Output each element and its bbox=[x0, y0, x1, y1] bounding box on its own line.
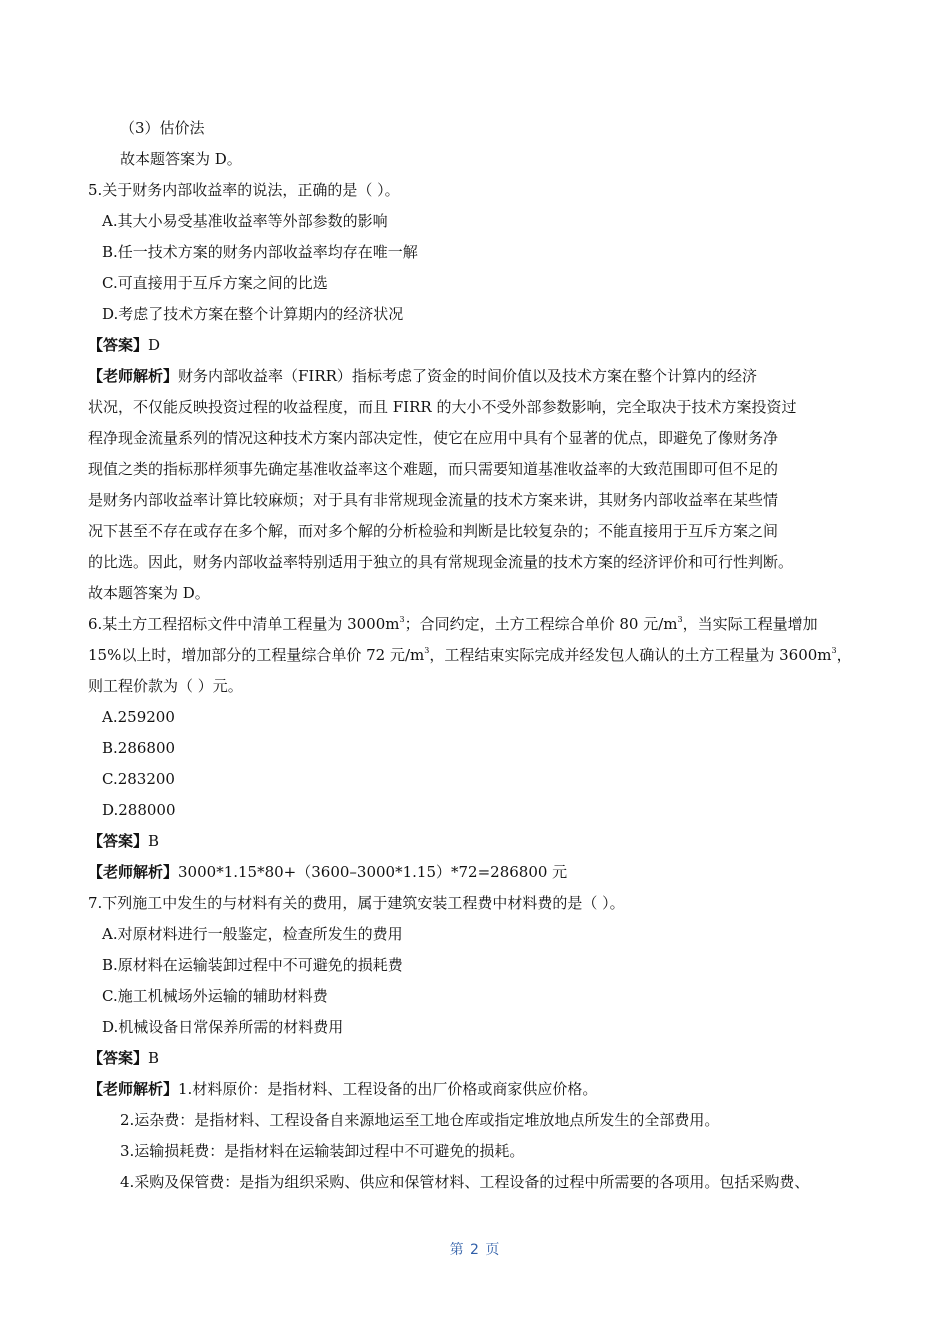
answer-value: D bbox=[148, 336, 161, 354]
question-5-analysis-line: 状况，不仅能反映投资过程的收益程度，而且 FIRR 的大小不受外部参数影响，完全取决于技术方案投资过 bbox=[88, 398, 797, 416]
question-7-stem: 7.下列施工中发生的与材料有关的费用，属于建筑安装工程费中材料费的是（ ）。 bbox=[88, 894, 625, 912]
question-6-option-c: C.283200 bbox=[102, 770, 175, 788]
question-6-answer bbox=[88, 826, 870, 857]
answer-value: B bbox=[148, 832, 160, 850]
prev-item: （3）估价法 bbox=[120, 119, 205, 137]
answer-value: B bbox=[148, 1049, 160, 1067]
question-7-analysis-line bbox=[88, 1074, 870, 1105]
question-7-option-a: A.对原材料进行一般鉴定，检查所发生的费用 bbox=[102, 925, 403, 943]
question-5-analysis-line: 的比选。因此，财务内部收益率特别适用于独立的具有常规现金流量的技术方案的经济评价和可行性判断。 bbox=[88, 553, 794, 571]
answer-label: 【答案】 bbox=[88, 832, 149, 850]
question-6-stem-line-2: 15%以上时，增加部分的工程量综合单价 72 元$/m^3$，工程结束实际完成并经发包人确认的土方工程量为 $3600m^3$， bbox=[88, 646, 852, 664]
analysis-text: 财务内部收益率（FIRR）指标考虑了资金的时间价值以及技术方案在整个计算内的经济 bbox=[178, 367, 757, 385]
answer-label: 【答案】 bbox=[88, 1049, 149, 1067]
question-6-stem-line-1: 6.某土方工程招标文件中清单工程量为 $3000m^3$；合同约定，土方工程综合单价 80 元$/m^3$，当实际工程量增加 bbox=[88, 615, 818, 633]
question-5-analysis-line: 况下甚至不存在或存在多个解，而对多个解的分析检验和判断是比较复杂的；不能直接用于互斥方案之间 bbox=[88, 522, 779, 540]
answer-label: 【答案】 bbox=[88, 336, 149, 354]
question-5-analysis-line: 是财务内部收益率计算比较麻烦；对于具有非常规现金流量的技术方案来讲，其财务内部收益率在某些情 bbox=[88, 491, 779, 509]
page-content bbox=[88, 113, 870, 1198]
question-6-option-b: B.286800 bbox=[102, 739, 176, 757]
question-6-option-d: D.288000 bbox=[102, 801, 176, 819]
analysis-label: 【老师解析】 bbox=[88, 1080, 179, 1098]
question-5-answer bbox=[88, 330, 870, 361]
question-5-analysis-line: 现值之类的指标那样须事先确定基准收益率这个难题，而只需要知道基准收益率的大致范围即可但不足的 bbox=[88, 460, 779, 478]
prev-answer-line: 故本题答案为 D。 bbox=[120, 150, 242, 168]
question-7-answer bbox=[88, 1043, 870, 1074]
question-7-option-b: B.原材料在运输装卸过程中不可避免的损耗费 bbox=[102, 956, 403, 974]
analysis-text: 1.材料原价：是指材料、工程设备的出厂价格或商家供应价格。 bbox=[178, 1080, 598, 1098]
question-5-option-a: A.其大小易受基准收益率等外部参数的影响 bbox=[102, 212, 388, 230]
question-7-analysis-line: 3.运输损耗费：是指材料在运输装卸过程中不可避免的损耗。 bbox=[120, 1142, 525, 1160]
question-6-option-a: A.259200 bbox=[102, 708, 175, 726]
question-5-analysis-line: 程净现金流量系列的情况这种技术方案内部决定性，使它在应用中具有个显著的优点，即避免了像财务净 bbox=[88, 429, 779, 447]
question-6-stem-line-3: 则工程价款为（ ）元。 bbox=[88, 677, 243, 695]
question-5-option-b: B.任一技术方案的财务内部收益率均存在唯一解 bbox=[102, 243, 418, 261]
question-6-analysis bbox=[88, 857, 870, 888]
question-5-analysis-line bbox=[88, 361, 870, 392]
question-5-stem: 5.关于财务内部收益率的说法，正确的是（ ）。 bbox=[88, 181, 400, 199]
question-7-option-c: C.施工机械场外运输的辅助材料费 bbox=[102, 987, 328, 1005]
question-7-option-d: D.机械设备日常保养所需的材料费用 bbox=[102, 1018, 344, 1036]
question-7-analysis-line: 4.采购及保管费：是指为组织采购、供应和保管材料、工程设备的过程中所需要的各项用。包括采购费、 bbox=[120, 1173, 810, 1191]
analysis-text: 3000*1.15*80+（3600–3000*1.15）*72=286800 元 bbox=[178, 863, 568, 881]
analysis-label: 【老师解析】 bbox=[88, 863, 179, 881]
question-7-analysis-line: 2.运杂费：是指材料、工程设备自来源地运至工地仓库或指定堆放地点所发生的全部费用。 bbox=[120, 1111, 720, 1129]
analysis-label: 【老师解析】 bbox=[88, 367, 179, 385]
question-5-option-c: C.可直接用于互斥方案之间的比选 bbox=[102, 274, 328, 292]
question-5-analysis-line: 故本题答案为 D。 bbox=[88, 584, 210, 602]
question-5-option-d: D.考虑了技术方案在整个计算期内的经济状况 bbox=[102, 305, 404, 323]
page-number: 第 2 页 bbox=[449, 1242, 501, 1258]
